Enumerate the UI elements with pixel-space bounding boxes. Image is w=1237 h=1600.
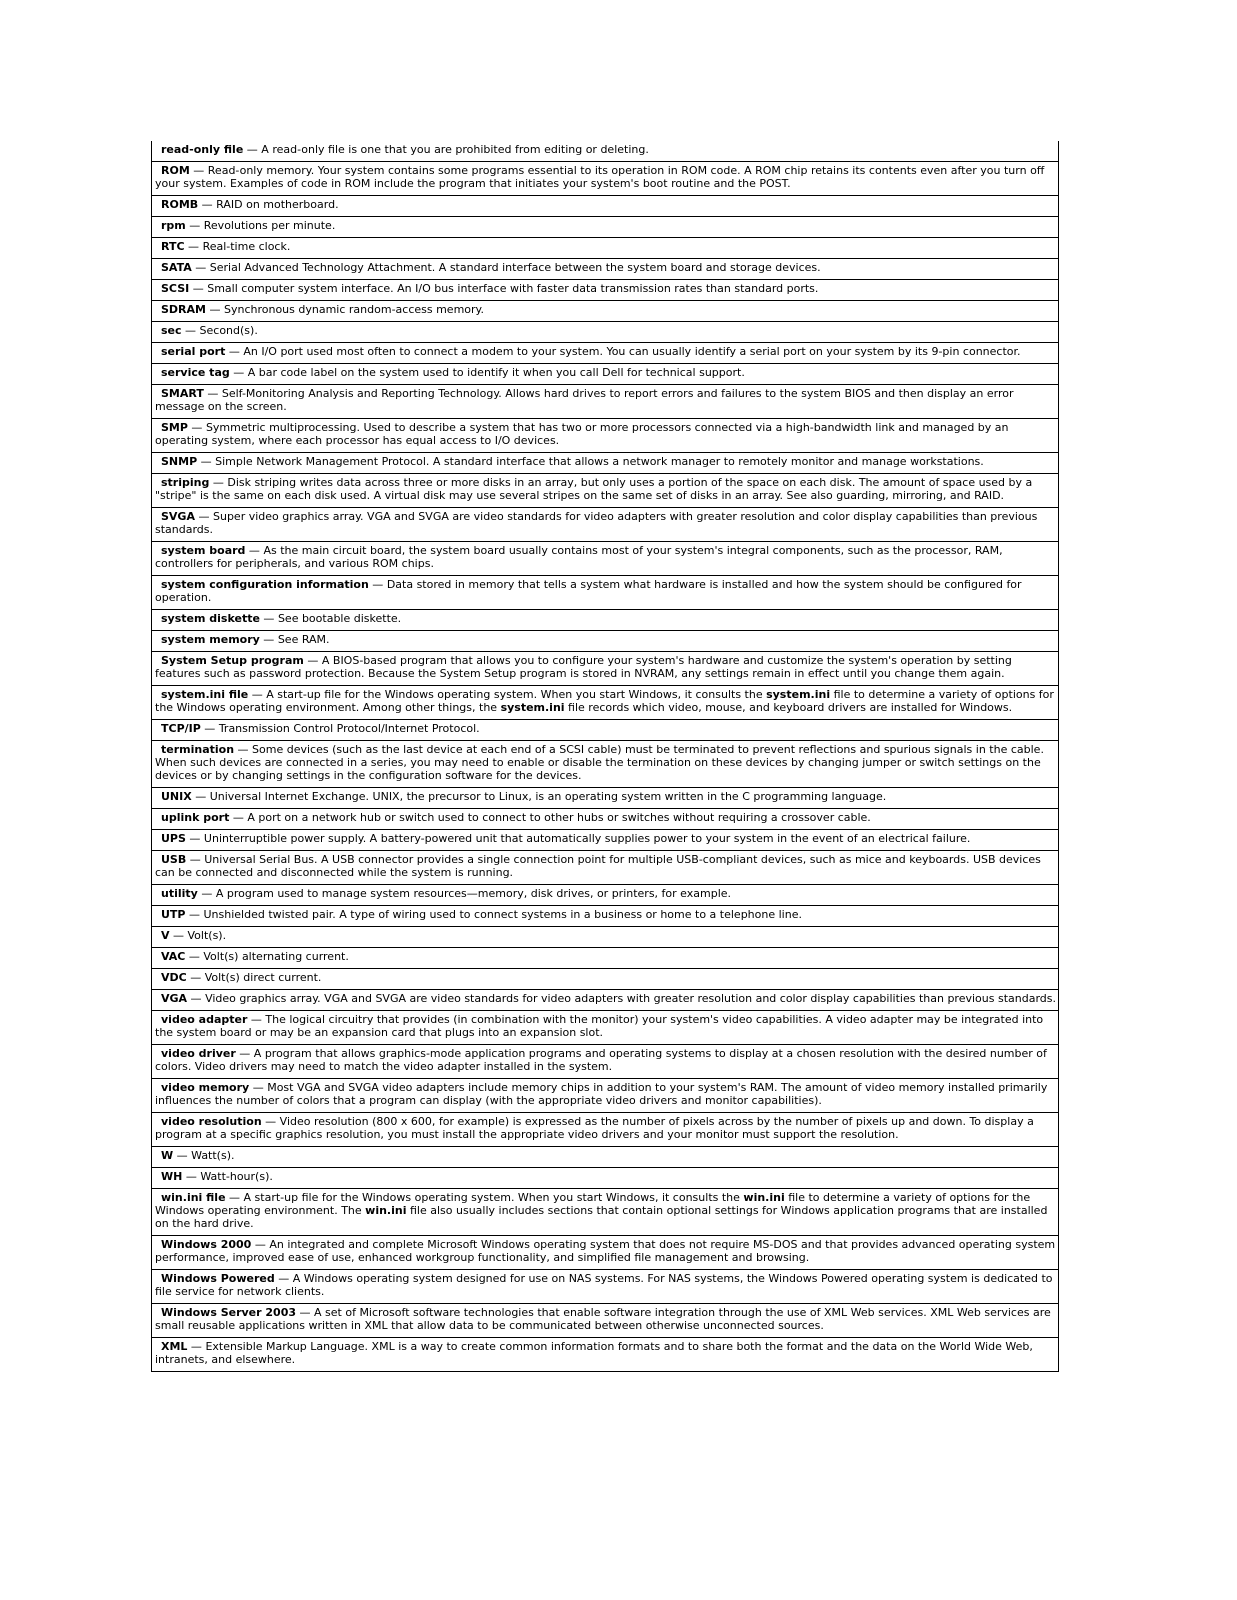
glossary-definition: See RAM. bbox=[277, 633, 330, 646]
em-dash-separator: — bbox=[185, 908, 204, 921]
glossary-entry bbox=[152, 1337, 1058, 1369]
glossary-definition-part: A start-up file for the Windows operating system. When you start Windows, it consults the bbox=[243, 1191, 744, 1204]
glossary-definition: Symmetric multiprocessing. Used to describe a system that has two or more processors connected via a high-bandwidth link and managed by an operating system, where each processor has equal access to I/O devices. bbox=[155, 421, 1009, 447]
em-dash-separator: — bbox=[368, 578, 387, 591]
glossary-entry bbox=[152, 1146, 1058, 1165]
glossary-entry bbox=[152, 947, 1058, 966]
glossary-definition: Volt(s). bbox=[187, 929, 227, 942]
em-dash-separator: — bbox=[296, 1306, 315, 1319]
glossary-entry bbox=[152, 258, 1058, 277]
inline-filename: system.ini bbox=[500, 701, 565, 714]
em-dash-separator: — bbox=[259, 633, 278, 646]
em-dash-separator: — bbox=[225, 345, 244, 358]
glossary-entry bbox=[152, 342, 1058, 361]
glossary-term: SDRAM bbox=[161, 303, 206, 316]
glossary-entry bbox=[152, 452, 1058, 471]
glossary-entry bbox=[152, 216, 1058, 235]
glossary-term: VDC bbox=[161, 971, 187, 984]
glossary-entry bbox=[152, 1078, 1058, 1110]
glossary-entry bbox=[152, 1235, 1058, 1267]
glossary-term: XML bbox=[161, 1340, 188, 1353]
glossary-term: Windows Server 2003 bbox=[161, 1306, 297, 1319]
em-dash-separator: — bbox=[229, 366, 248, 379]
em-dash-separator: — bbox=[261, 1115, 280, 1128]
em-dash-separator: — bbox=[173, 1149, 192, 1162]
em-dash-separator: — bbox=[194, 510, 213, 523]
glossary-definition: A Windows operating system designed for use on NAS systems. For NAS systems, the Windows Powered operating system is dedicated to file service for network clients. bbox=[155, 1272, 1053, 1298]
glossary-term: UPS bbox=[161, 832, 186, 845]
em-dash-separator: — bbox=[198, 198, 217, 211]
em-dash-separator: — bbox=[235, 1047, 254, 1060]
glossary-definition-part: file records which video, mouse, and keyboard drivers are installed for Windows. bbox=[564, 701, 1013, 714]
glossary-term: ROMB bbox=[161, 198, 199, 211]
glossary-term: video driver bbox=[161, 1047, 236, 1060]
em-dash-separator: — bbox=[229, 811, 248, 824]
glossary-term: uplink port bbox=[161, 811, 230, 824]
glossary-term: SMP bbox=[161, 421, 188, 434]
glossary-definition: Simple Network Management Protocol. A standard interface that allows a network manager to remotely monitor and manage workstations. bbox=[215, 455, 984, 468]
glossary-entry bbox=[152, 575, 1058, 607]
glossary-entry bbox=[152, 968, 1058, 987]
em-dash-separator: — bbox=[245, 544, 264, 557]
glossary-definition: A program used to manage system resources—memory, disk drives, or printers, for example. bbox=[215, 887, 732, 900]
em-dash-separator: — bbox=[184, 240, 203, 253]
glossary-entry bbox=[152, 541, 1058, 573]
glossary-entry bbox=[152, 1167, 1058, 1186]
em-dash-separator: — bbox=[225, 1191, 244, 1204]
glossary-term: win.ini file bbox=[161, 1191, 226, 1204]
glossary-definition: Revolutions per minute. bbox=[203, 219, 336, 232]
glossary-entry bbox=[152, 884, 1058, 903]
glossary-entry bbox=[152, 300, 1058, 319]
em-dash-separator: — bbox=[249, 1081, 268, 1094]
glossary-entry bbox=[152, 507, 1058, 539]
glossary-definition-part: file to determine a variety of options for the Windows operating environment. Among other things, the bbox=[155, 688, 1054, 714]
glossary-term: serial port bbox=[161, 345, 226, 358]
glossary-entry bbox=[152, 1188, 1058, 1233]
glossary-entry bbox=[152, 829, 1058, 848]
glossary-term: system memory bbox=[161, 633, 260, 646]
glossary-term: RTC bbox=[161, 240, 185, 253]
em-dash-separator: — bbox=[189, 164, 208, 177]
glossary-term: system configuration information bbox=[161, 578, 369, 591]
inline-filename: win.ini bbox=[743, 1191, 785, 1204]
glossary-definition: Disk striping writes data across three or more disks in an array, but only uses a portion of the space on each disk. The amount of space used by a "stripe" is the same on each disk used. A virtual disk may use several stripes on the same set of disks in an array. See also guarding, mirroring, and RAID. bbox=[155, 476, 1033, 502]
glossary-term: system diskette bbox=[161, 612, 260, 625]
em-dash-separator: — bbox=[187, 421, 206, 434]
glossary-term: TCP/IP bbox=[161, 722, 201, 735]
glossary-definition: Uninterruptible power supply. A battery-powered unit that automatically supplies power to your system in the event of an electrical failure. bbox=[203, 832, 971, 845]
glossary-definition: Super video graphics array. VGA and SVGA are video standards for video adapters with greater resolution and color display capabilities than previous standards. bbox=[155, 510, 1038, 536]
glossary-entry bbox=[152, 1303, 1058, 1335]
glossary-term: SNMP bbox=[161, 455, 198, 468]
glossary-entry bbox=[152, 850, 1058, 882]
em-dash-separator: — bbox=[303, 654, 322, 667]
inline-filename: system.ini bbox=[766, 688, 831, 701]
glossary-definition: A program that allows graphics-mode application programs and operating systems to display at a chosen resolution with the desired number of colors. Video drivers may need to match the video adapter installed in the system. bbox=[155, 1047, 1047, 1073]
glossary-definition: Serial Advanced Technology Attachment. A standard interface between the system board and storage devices. bbox=[209, 261, 821, 274]
glossary-definition: A BIOS-based program that allows you to configure your system's hardware and customize the system's operation by setting features such as password protection. Because the System Setup program is stored in NVRAM, any settings remain in effect until you change them again. bbox=[155, 654, 1012, 680]
em-dash-separator: — bbox=[197, 455, 216, 468]
em-dash-separator: — bbox=[191, 261, 210, 274]
em-dash-separator: — bbox=[203, 387, 222, 400]
glossary-term: Windows Powered bbox=[161, 1272, 275, 1285]
em-dash-separator: — bbox=[274, 1272, 293, 1285]
glossary-term: VGA bbox=[161, 992, 188, 1005]
glossary-term: Windows 2000 bbox=[161, 1238, 252, 1251]
glossary-term: UTP bbox=[161, 908, 186, 921]
glossary-definition: Most VGA and SVGA video adapters include memory chips in addition to your system's RAM. The amount of video memory installed primarily influences the number of colors that a program can display (with the appropriate video drivers and monitor capabilities). bbox=[155, 1081, 1048, 1107]
glossary-term: striping bbox=[161, 476, 210, 489]
glossary-entry bbox=[152, 1112, 1058, 1144]
glossary-entry bbox=[152, 719, 1058, 738]
glossary-term: video memory bbox=[161, 1081, 250, 1094]
glossary-term: rpm bbox=[161, 219, 186, 232]
glossary-term: UNIX bbox=[161, 790, 192, 803]
glossary-term: V bbox=[161, 929, 170, 942]
glossary-term: termination bbox=[161, 743, 235, 756]
glossary-entry bbox=[152, 195, 1058, 214]
glossary-definition: Second(s). bbox=[199, 324, 258, 337]
glossary-definition: Read-only memory. Your system contains some programs essential to its operation in ROM code. A ROM chip retains its contents even after you turn off your system. Examples of code in ROM include the program that initiates your system's boot routine and the POST. bbox=[155, 164, 1045, 190]
glossary-entry bbox=[152, 1269, 1058, 1301]
glossary-term: VAC bbox=[161, 950, 186, 963]
em-dash-separator: — bbox=[187, 1340, 206, 1353]
glossary-term: W bbox=[161, 1149, 174, 1162]
glossary-entry bbox=[152, 926, 1058, 945]
glossary-definition: RAID on motherboard. bbox=[216, 198, 339, 211]
glossary-table bbox=[151, 141, 1059, 1372]
em-dash-separator: — bbox=[205, 303, 224, 316]
glossary-definition: Transmission Control Protocol/Internet Protocol. bbox=[218, 722, 480, 735]
glossary-definition: Some devices (such as the last device at each end of a SCSI cable) must be terminated to prevent reflections and spurious signals in the cable. When such devices are connected in a series, you may need to enable or disable the termination on these devices by changing jumper or switch settings on the devices or by changing settings in the configuration software for the devices. bbox=[155, 743, 1044, 782]
glossary-term: SATA bbox=[161, 261, 192, 274]
glossary-entry bbox=[152, 609, 1058, 628]
glossary-definition-part: file also usually includes sections that contain optional settings for Windows application programs that are installed on the hard drive. bbox=[155, 1204, 1048, 1230]
glossary-definition: Volt(s) direct current. bbox=[204, 971, 322, 984]
glossary-definition: Small computer system interface. An I/O bus interface with faster data transmission rates than standard ports. bbox=[207, 282, 819, 295]
glossary-entry bbox=[152, 651, 1058, 683]
glossary-entry bbox=[152, 740, 1058, 785]
inline-filename: win.ini bbox=[365, 1204, 407, 1217]
glossary-entry bbox=[152, 418, 1058, 450]
em-dash-separator: — bbox=[185, 832, 204, 845]
em-dash-separator: — bbox=[209, 476, 228, 489]
glossary-definition: Real-time clock. bbox=[202, 240, 291, 253]
glossary-entry bbox=[152, 279, 1058, 298]
glossary-term: SCSI bbox=[161, 282, 190, 295]
em-dash-separator: — bbox=[187, 992, 206, 1005]
em-dash-separator: — bbox=[259, 612, 278, 625]
glossary-entry bbox=[152, 685, 1058, 717]
glossary-entry bbox=[152, 989, 1058, 1008]
glossary-definition: See bootable diskette. bbox=[277, 612, 402, 625]
glossary-definition: Universal Serial Bus. A USB connector provides a single connection point for multiple USB-compliant devices, such as mice and keyboards. USB devices can be connected and disconnected while the system is running. bbox=[155, 853, 1041, 879]
glossary-entry bbox=[152, 905, 1058, 924]
glossary-entry bbox=[152, 141, 1058, 159]
glossary-definition: Data stored in memory that tells a system what hardware is installed and how the system should be configured for operation. bbox=[155, 578, 1022, 604]
glossary-term: WH bbox=[161, 1170, 183, 1183]
em-dash-separator: — bbox=[185, 219, 204, 232]
em-dash-separator: — bbox=[248, 688, 267, 701]
glossary-definition: Volt(s) alternating current. bbox=[203, 950, 349, 963]
glossary-definition: Watt(s). bbox=[191, 1149, 235, 1162]
glossary-definition: A bar code label on the system used to identify it when you call Dell for technical support. bbox=[247, 366, 745, 379]
glossary-entry bbox=[152, 473, 1058, 505]
glossary-definition: The logical circuitry that provides (in combination with the monitor) your system's video capabilities. A video adapter may be integrated into the system board or may be an expansion card that plugs into an expansion slot. bbox=[155, 1013, 1044, 1039]
glossary-definition: Video graphics array. VGA and SVGA are video standards for video adapters with greater resolution and color display capabilities than previous standards. bbox=[205, 992, 1056, 1005]
glossary-entry bbox=[152, 787, 1058, 806]
em-dash-separator: — bbox=[186, 971, 205, 984]
em-dash-separator: — bbox=[234, 743, 253, 756]
glossary-entry bbox=[152, 1010, 1058, 1042]
glossary-definition: A set of Microsoft software technologies that enable software integration through the use of XML Web services. XML Web services are small reusable applications written in XML that allow data to be communicated between otherwise unconnected sources. bbox=[155, 1306, 1051, 1332]
glossary-entry bbox=[152, 384, 1058, 416]
em-dash-separator: — bbox=[189, 282, 208, 295]
glossary-entry bbox=[152, 630, 1058, 649]
glossary-definition: An integrated and complete Microsoft Windows operating system that does not require MS-DOS and that provides advanced operating system performance, improved ease of use, enhanced workgroup functionality, and simplified file management and browsing. bbox=[155, 1238, 1056, 1264]
glossary-definition: A port on a network hub or switch used to connect to other hubs or switches without requiring a crossover cable. bbox=[247, 811, 871, 824]
em-dash-separator: — bbox=[243, 143, 262, 156]
glossary-definition: Synchronous dynamic random-access memory. bbox=[223, 303, 484, 316]
glossary-term: system.ini file bbox=[161, 688, 249, 701]
glossary-definition: A read-only file is one that you are prohibited from editing or deleting. bbox=[261, 143, 649, 156]
em-dash-separator: — bbox=[200, 722, 219, 735]
glossary-term: System Setup program bbox=[161, 654, 304, 667]
glossary-definition: As the main circuit board, the system board usually contains most of your system's integral components, such as the processor, RAM, controllers for peripherals, and various ROM chips. bbox=[155, 544, 1003, 570]
glossary-term: SMART bbox=[161, 387, 204, 400]
glossary-term: sec bbox=[161, 324, 182, 337]
glossary-definition: Unshielded twisted pair. A type of wiring used to connect systems in a business or home to a telephone line. bbox=[203, 908, 802, 921]
glossary-definition: An I/O port used most often to connect a modem to your system. You can usually identify a serial port on your system by its 9-pin connector. bbox=[243, 345, 1021, 358]
em-dash-separator: — bbox=[191, 790, 210, 803]
em-dash-separator: — bbox=[181, 324, 200, 337]
em-dash-separator: — bbox=[186, 853, 205, 866]
glossary-entry bbox=[152, 1044, 1058, 1076]
glossary-definition: Video resolution (800 x 600, for example) is expressed as the number of pixels across by the number of pixels up and down. To display a program at a specific graphics resolution, you must install the appropriate video drivers and your monitor must support the resolution. bbox=[155, 1115, 1034, 1141]
glossary-definition-part: file to determine a variety of options for the Windows operating environment. The bbox=[155, 1191, 1031, 1217]
glossary-entry bbox=[152, 321, 1058, 340]
glossary-term: video resolution bbox=[161, 1115, 262, 1128]
glossary-definition: Watt-hour(s). bbox=[200, 1170, 273, 1183]
glossary-entry bbox=[152, 237, 1058, 256]
glossary-term: utility bbox=[161, 887, 198, 900]
glossary-entry bbox=[152, 808, 1058, 827]
glossary-term: USB bbox=[161, 853, 187, 866]
glossary-entry bbox=[152, 161, 1058, 193]
em-dash-separator: — bbox=[251, 1238, 270, 1251]
em-dash-separator: — bbox=[169, 929, 188, 942]
glossary-definition-part: A start-up file for the Windows operating system. When you start Windows, it consults the bbox=[266, 688, 767, 701]
glossary-term: service tag bbox=[161, 366, 230, 379]
glossary-definition: Universal Internet Exchange. UNIX, the precursor to Linux, is an operating system written in the C programming language. bbox=[209, 790, 887, 803]
em-dash-separator: — bbox=[247, 1013, 266, 1026]
glossary-term: video adapter bbox=[161, 1013, 248, 1026]
glossary-entry bbox=[152, 363, 1058, 382]
glossary-term: SVGA bbox=[161, 510, 195, 523]
em-dash-separator: — bbox=[185, 950, 204, 963]
glossary-term: system board bbox=[161, 544, 246, 557]
glossary-definition: Self-Monitoring Analysis and Reporting Technology. Allows hard drives to report errors and failures to the system BIOS and then display an error message on the screen. bbox=[155, 387, 1014, 413]
glossary-term: read-only file bbox=[161, 143, 244, 156]
glossary-term: ROM bbox=[161, 164, 190, 177]
em-dash-separator: — bbox=[197, 887, 216, 900]
glossary-definition: Extensible Markup Language. XML is a way to create common information formats and to share both the format and the data on the World Wide Web, intranets, and elsewhere. bbox=[155, 1340, 1033, 1366]
em-dash-separator: — bbox=[182, 1170, 201, 1183]
